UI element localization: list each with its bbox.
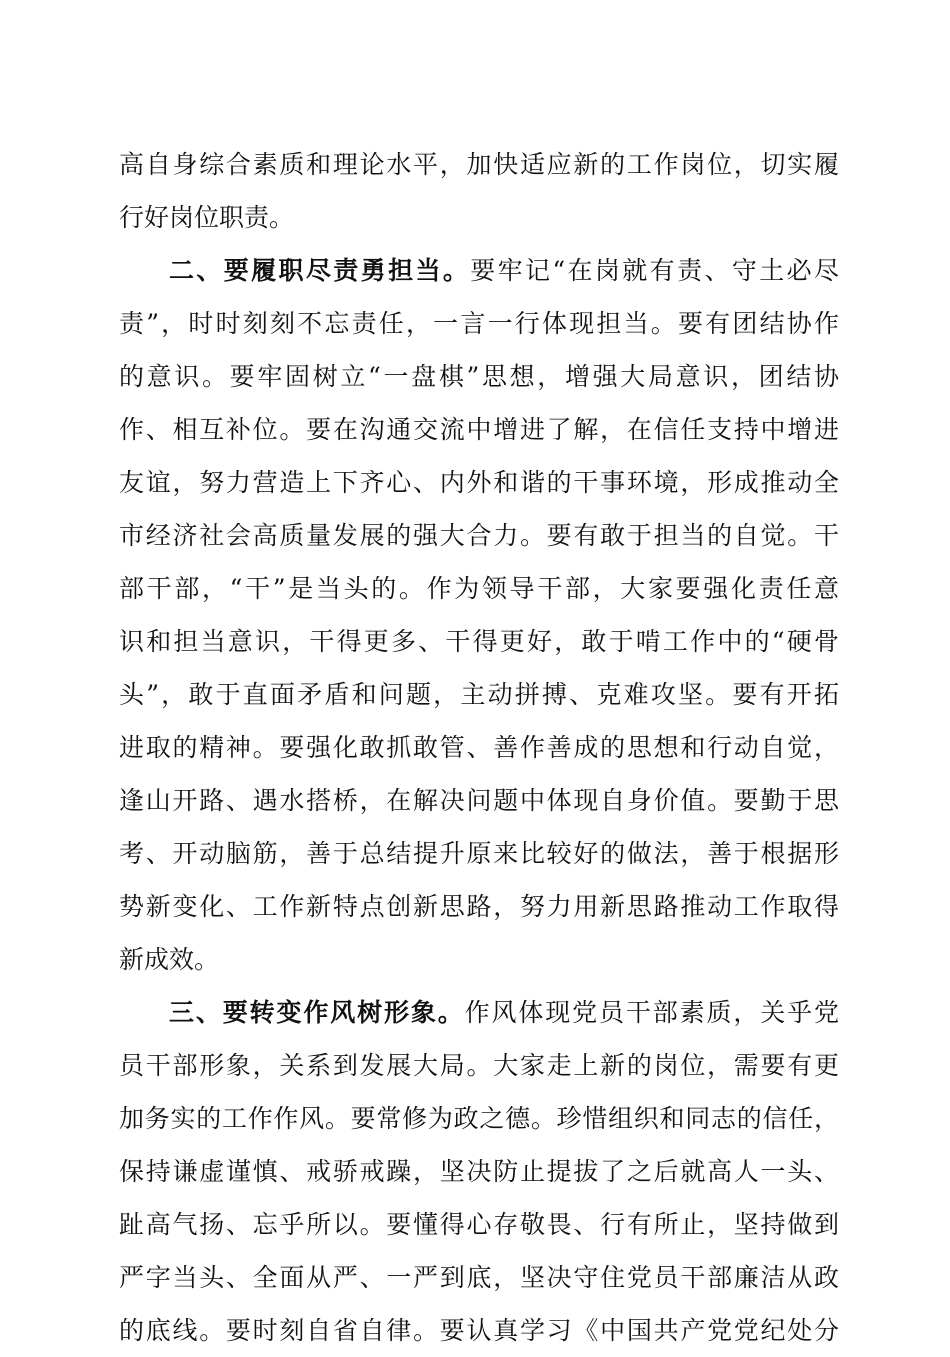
text-line <box>119 244 839 297</box>
text-line <box>119 562 839 615</box>
paragraph-text: 趾高气扬、忘乎所以。要懂得心存敬畏、行有所止，坚持做到 <box>119 1210 839 1239</box>
paragraph-text: 识和担当意识，干得更多、干得更好，敢于啃工作中的“硬骨 <box>119 627 839 656</box>
paragraph-text: 责”，时时刻刻不忘责任，一言一行体现担当。要有团结协作 <box>119 309 839 338</box>
text-line <box>119 986 839 1039</box>
paragraph-text: 作、相互补位。要在沟通交流中增进了解，在信任支持中增进 <box>119 415 839 444</box>
text-line <box>119 138 839 191</box>
paragraph-text: 考、开动脑筋，善于总结提升原来比较好的做法，善于根据形 <box>119 839 839 868</box>
text-line <box>119 1304 839 1357</box>
text-line <box>119 1198 839 1251</box>
paragraph-text: 头”，敢于直面矛盾和问题，主动拼搏、克难攻坚。要有开拓 <box>119 680 839 709</box>
text-line <box>119 456 839 509</box>
text-line <box>119 933 839 986</box>
text-line <box>119 1092 839 1145</box>
section-heading: 三、要转变作风树形象。 <box>169 998 465 1027</box>
text-line <box>119 350 839 403</box>
paragraph-text: 的意识。要牢固树立“一盘棋”思想，增强大局意识，团结协 <box>119 362 839 391</box>
text-line <box>119 509 839 562</box>
text-line <box>119 721 839 774</box>
text-line <box>119 403 839 456</box>
paragraph-text: 员干部形象，关系到发展大局。大家走上新的岗位，需要有更 <box>119 1051 839 1080</box>
text-line <box>119 1251 839 1304</box>
paragraph-text: 部干部，“干”是当头的。作为领导干部，大家要强化责任意 <box>119 574 839 603</box>
paragraph-text: 严字当头、全面从严、一严到底，坚决守住党员干部廉洁从政 <box>119 1263 839 1292</box>
text-line <box>119 615 839 668</box>
paragraph-text: 新成效。 <box>119 945 220 974</box>
text-line <box>119 774 839 827</box>
text-line <box>119 191 839 244</box>
paragraph-text: 的底线。要时刻自省自律。要认真学习《中国共产党党纪处分 <box>119 1316 839 1345</box>
paragraph-text: 高自身综合素质和理论水平，加快适应新的工作岗位，切实履 <box>119 150 839 179</box>
text-line <box>119 1145 839 1198</box>
paragraph-text: 势新变化、工作新特点创新思路，努力用新思路推动工作取得 <box>119 892 839 921</box>
text-line <box>119 880 839 933</box>
paragraph-text: 进取的精神。要强化敢抓敢管、善作善成的思想和行动自觉， <box>119 733 839 762</box>
body-text <box>119 138 839 1357</box>
paragraph-text: 行好岗位职责。 <box>119 203 295 232</box>
text-line <box>119 1039 839 1092</box>
text-line <box>119 668 839 721</box>
text-line <box>119 827 839 880</box>
paragraph-text: 市经济社会高质量发展的强大合力。要有敢于担当的自觉。干 <box>119 521 839 550</box>
section-heading: 二、要履职尽责勇担当。 <box>169 256 471 285</box>
paragraph-text: 要牢记“在岗就有责、守土必尽 <box>470 256 839 285</box>
text-line <box>119 297 839 350</box>
paragraph-text: 加务实的工作作风。要常修为政之德。珍惜组织和同志的信任， <box>119 1104 839 1133</box>
paragraph-text: 保持谦虚谨慎、戒骄戒躁，坚决防止提拔了之后就高人一头、 <box>119 1157 839 1186</box>
paragraph-text: 作风体现党员干部素质，关乎党 <box>464 998 839 1027</box>
paragraph-text: 逢山开路、遇水搭桥，在解决问题中体现自身价值。要勤于思 <box>119 786 839 815</box>
paragraph-text: 友谊，努力营造上下齐心、内外和谐的干事环境，形成推动全 <box>119 468 839 497</box>
